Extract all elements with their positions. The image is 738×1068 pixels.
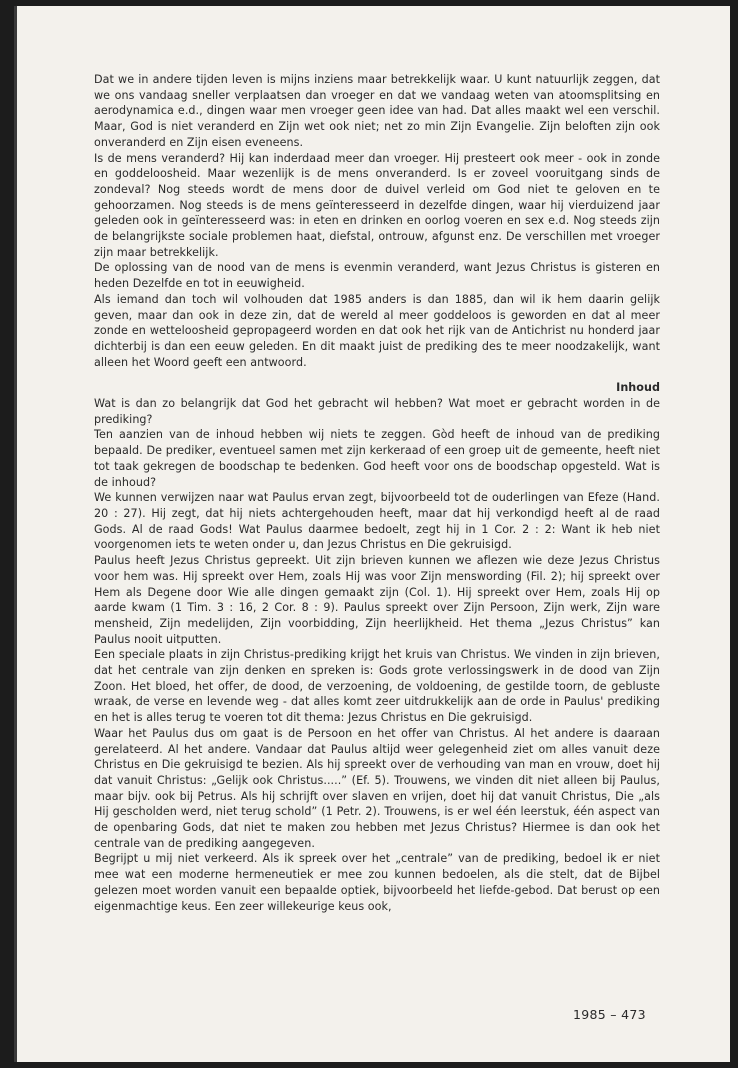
body-text — [94, 72, 660, 914]
paragraph: Is de mens veranderd? Hij kan inderdaad meer dan vroeger. Hij presteert ook meer - ook in zonde en goddeloosheid. Maar wezenlijk is de mens onveranderd. Is er zoveel vooruitgang sinds de zondeval? Nog steeds wordt de mens door de duivel verleid om God niet te geloven en te gehoorzamen. Nog steeds is de mens geïnteresseerd in dezelfde dingen, waar hij vierduizend jaar geleden ook in geïnteresseerd was: in eten en drinken en oorlog voeren en sex e.d. Nog steeds zijn de belangrijkste sociale problemen haat, diefstal, ontrouw, afgunst enz. De verschillen met vroeger zijn maar betrekkelijk. — [94, 151, 660, 259]
paragraph: Dat we in andere tijden leven is mijns inziens maar betrekkelijk waar. U kunt natuurlijk zeggen, dat we ons vandaag sneller verplaatsen dan vroeger en dat we vandaag weten van atoomsplitsing en aerodynamica e.d., dingen waar men vroeger geen idee van had. Dat alles maakt wel een verschil. Maar, God is niet veranderd en Zijn wet ook niet; net zo min Zijn Evangelie. Zijn beloften zijn ook onveranderd en Zijn eisen eveneens. — [94, 73, 660, 149]
paragraph: Als iemand dan toch wil volhouden dat 1985 anders is dan 1885, dan wil ik hem daarin gelijk geven, maar dan ook in deze zin, dat de wereld al meer goddeloos is geworden en dat al meer zonde en wetteloosheid gepropageerd worden en dat ook het rijk van de Antichrist nu honderd jaar dichterbij is dan een eeuw geleden. En dit maakt juist de prediking des te meer noodzakelijk, want alleen het Woord geeft een antwoord. — [94, 292, 660, 369]
paragraph: Paulus heeft Jezus Christus gepreekt. Uit zijn brieven kunnen we aflezen wie deze Jezus Christus voor hem was. Hij spreekt over Hem, zoals Hij was voor Zijn menswording (Fil. 2); hij spreekt over Hem als Degene door Wie alle dingen gemaakt zijn (Col. 1). Hij spreekt over Hem, zoals Hij op aarde kwam (1 Tim. 3 : 16, 2 Cor. 8 : 9). Paulus spreekt over Zijn Persoon, Zijn werk, Zijn ware mensheid, Zijn medelijden, Zijn voorbidding, Zijn heerlijkheid. Het thema „Jezus Christus” kan Paulus nooit uitputten. — [94, 554, 660, 646]
paragraph: De oplossing van de nood van de mens is evenmin veranderd, want Jezus Christus is gisteren en heden Dezelfde en tot in eeuwigheid. — [94, 261, 660, 291]
paragraph: Een speciale plaats in zijn Christus-prediking krijgt het kruis van Christus. We vinden in zijn brieven, dat het centrale van zijn denken en spreken is: Gods grote verlossingswerk in de dood van Zijn Zoon. Het bloed, het offer, de dood, de verzoening, de voldoening, de gestilde toorn, de gebluste wraak, de verse en levende weg - dat alles komt zeer uitdrukkelijk aan de orde in Paulus' prediking en het is alles terug te voeren tot dit thema: Jezus Christus en Die gekruisigd. — [94, 648, 660, 725]
paragraph: Waar het Paulus dus om gaat is de Persoon en het offer van Christus. Al het andere is daaraan gerelateerd. Al het andere. Vandaar dat Paulus altijd weer gelegenheid ziet om alles vanuit deze Christus en Die gekruisigd te bezien. Als hij spreekt over de verhouding van man en vrouw, doet hij dat vanuit Christus: „Gelijk ook Christus.....” (Ef. 5). Trouwens, we vinden dit niet alleen bij Paulus, maar bijv. ook bij Petrus. Als hij schrijft over slaven en vrijen, doet hij dat vanuit Christus, Die „als Hij gescholden werd, niet terug schold” (1 Petr. 2). Trouwens, is er wel één leerstuk, één aspect van de openbaring Gods, dat niet te maken zou hebben met Jezus Christus? Hiermee is dan ook het centrale van de prediking aangegeven. — [94, 726, 660, 850]
paragraph: We kunnen verwijzen naar wat Paulus ervan zegt, bijvoorbeeld tot de ouderlingen van Efeze (Hand. 20 : 27). Hij zegt, dat hij niets achtergehouden heeft, maar dat hij verkondigd heeft al de raad Gods. Al de raad Gods! Wat Paulus daarmee bedoelt, zegt hij in 1 Cor. 2 : 2: Want ik heb niet voorgenomen iets te weten onder u, dan Jezus Christus en Die gekruisigd. — [94, 491, 660, 552]
document-page — [14, 6, 730, 1062]
section-heading: Inhoud — [616, 381, 660, 395]
page-number: 1985 – 473 — [573, 1007, 646, 1022]
paragraph: Begrijpt u mij niet verkeerd. Als ik spreek over het „centrale” van de prediking, bedoel ik er niet mee wat een moderne hermeneutiek er mee zou kunnen bedoelen, als die stelt, dat de Bijbel gelezen moet worden vanuit een bepaalde optiek, bijvoorbeeld het liefde-gebod. Dat berust op een eigenmachtige keus. Een zeer willekeurige keus ook, — [94, 852, 660, 913]
paragraph: Wat is dan zo belangrijk dat God het gebracht wil hebben? Wat moet er gebracht worden in de prediking? — [94, 397, 660, 426]
paragraph: Ten aanzien van de inhoud hebben wij niets te zeggen. Gòd heeft de inhoud van de prediking bepaald. De prediker, eventueel samen met zijn kerkeraad of een groep uit de gemeente, heeft niet tot taak gekregen de boodschap te bedenken. God heeft voor ons de boodschap opgesteld. Wat is de inhoud? — [94, 428, 660, 489]
